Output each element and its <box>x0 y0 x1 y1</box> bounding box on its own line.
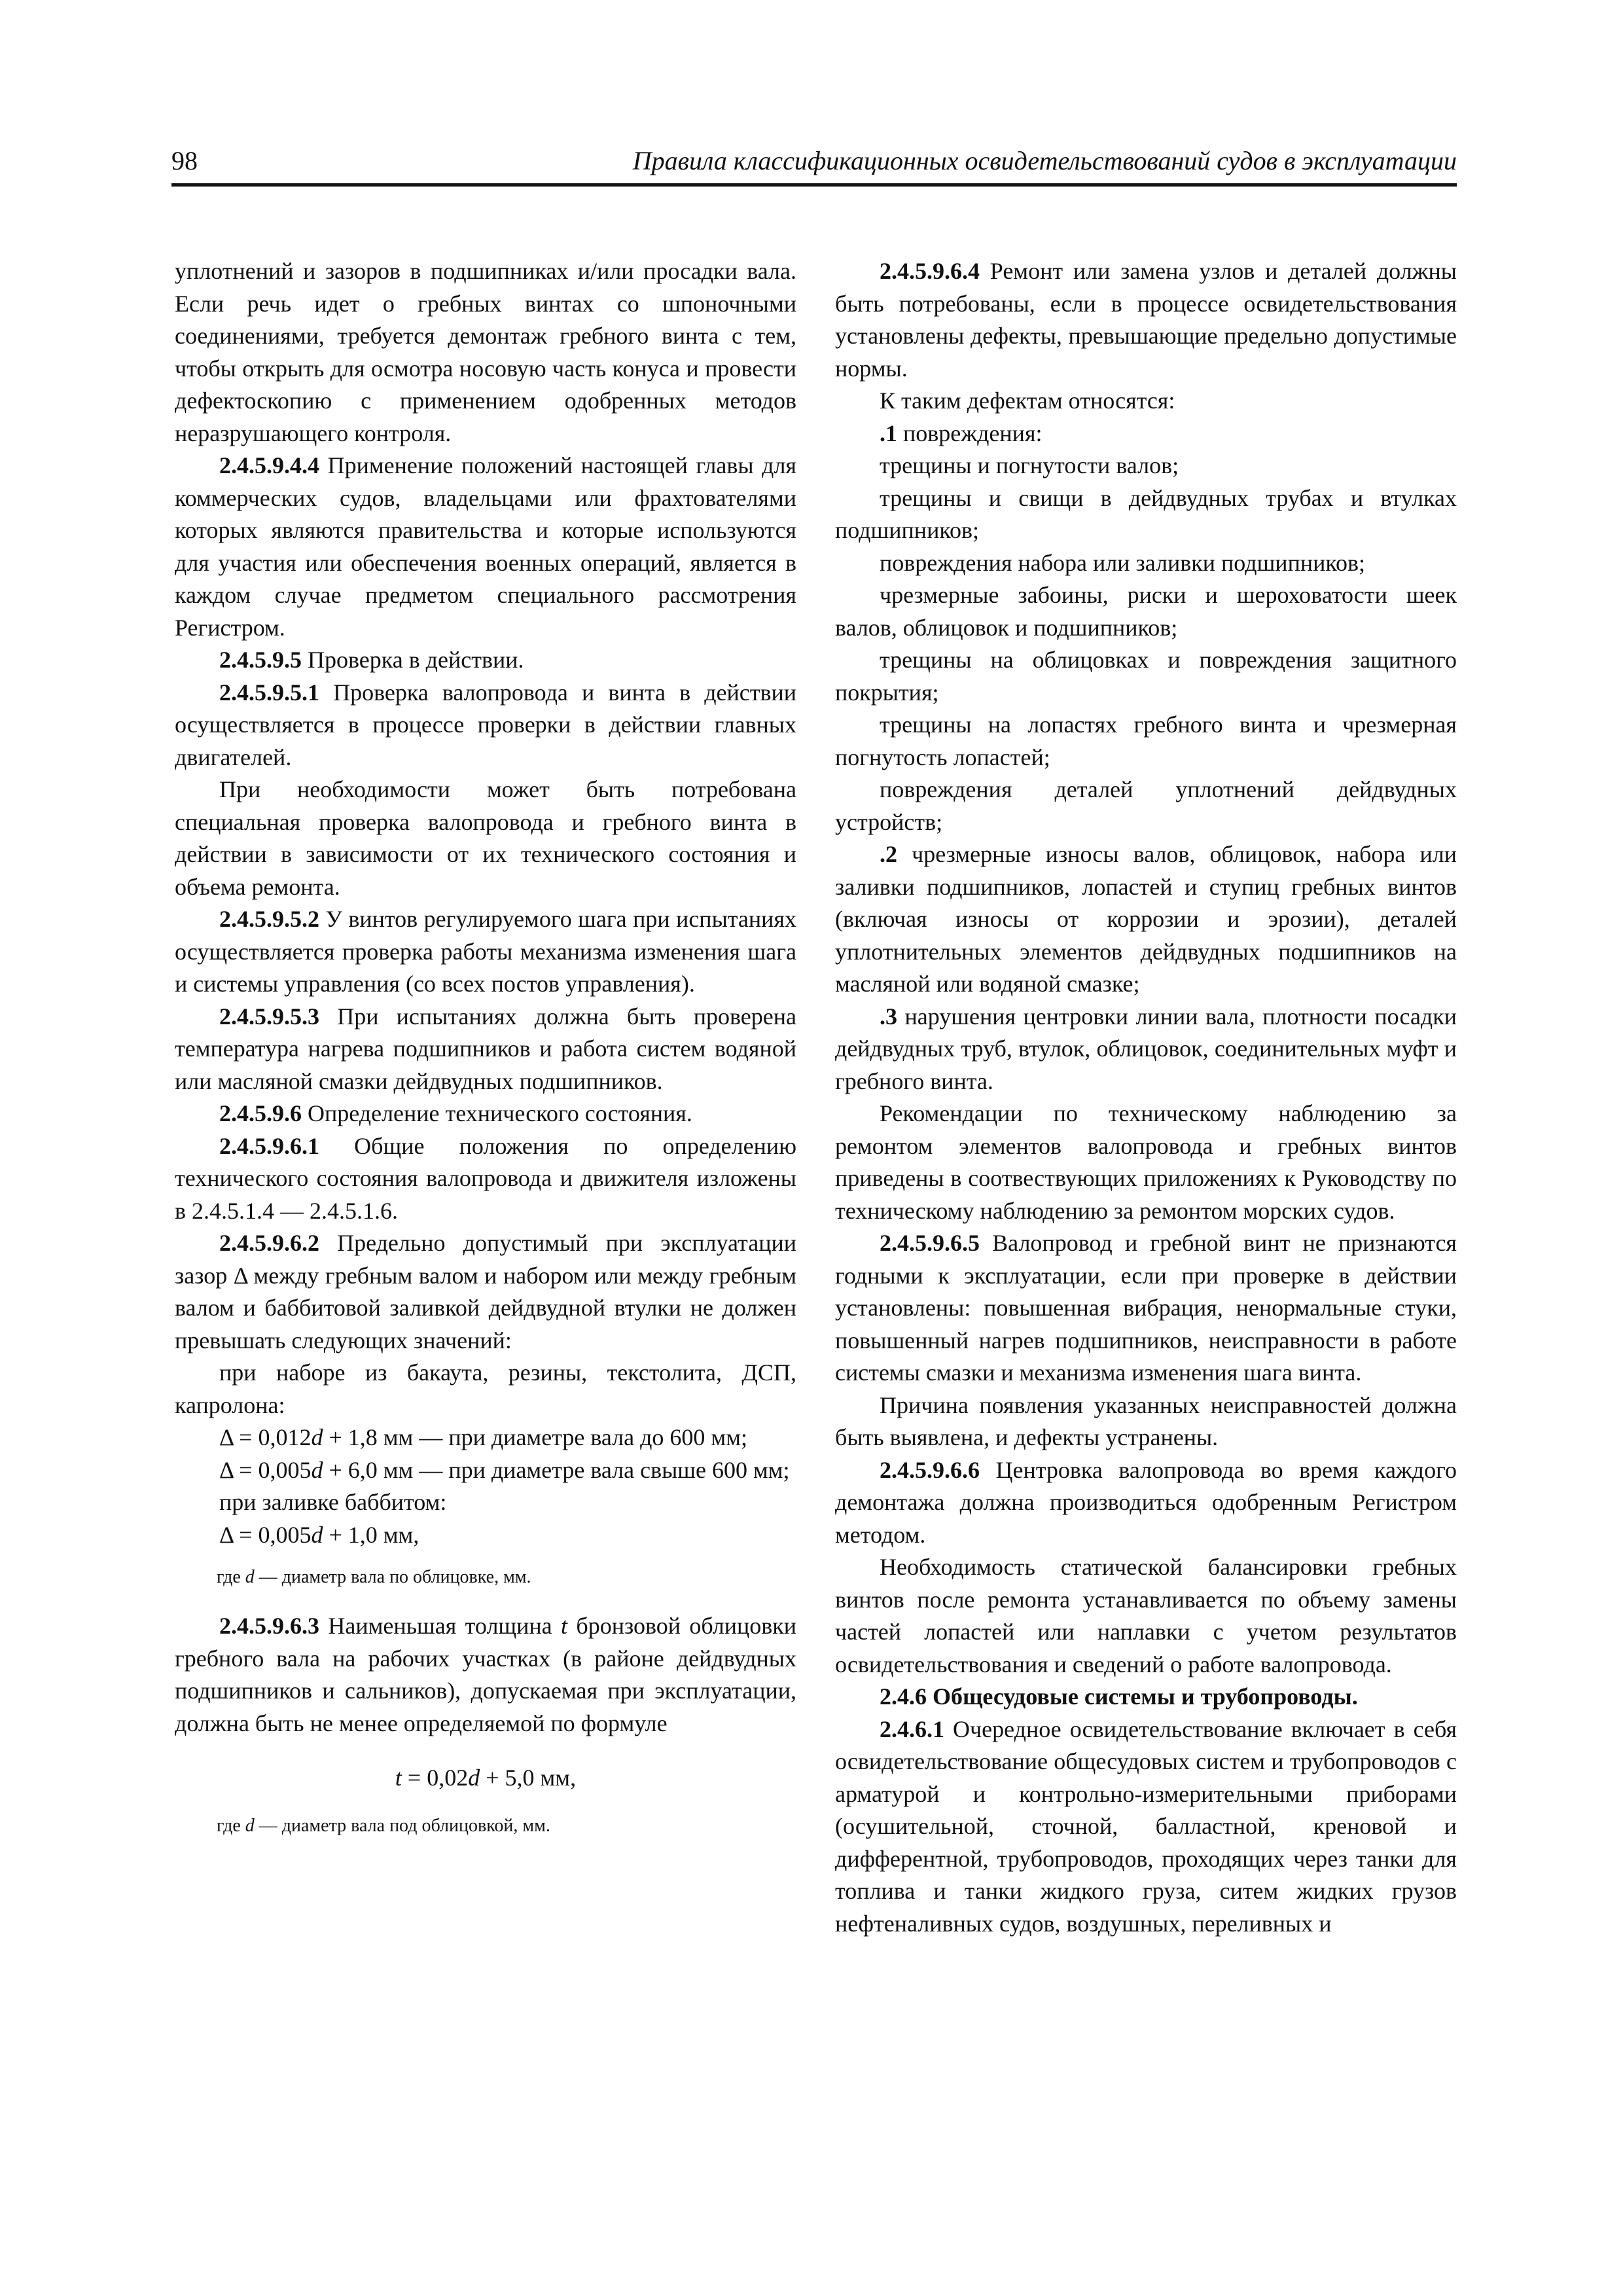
paragraph: Причина появления указанных неисправностей должна быть выявлена, и дефекты устранены. <box>835 1391 1457 1450</box>
formula-line: Δ = 0,012d + 1,8 мм — при диаметре вала до 600 мм; <box>219 1424 747 1450</box>
clause-2-4-5-9-5: 2.4.5.9.5 Проверка в действии. <box>219 647 524 673</box>
list-item: трещины на облицовках и повреждения защитного покрытия; <box>835 647 1457 706</box>
clause-2-4-5-9-6-1: 2.4.5.9.6.1 Общие положения по определению технического состояния валопровода и движителя изложены в 2.4.5.1.4 — 2.4.5.1.6. <box>175 1132 796 1224</box>
formula-line: Δ = 0,005d + 6,0 мм — при диаметре вала свыше 600 мм; <box>219 1456 790 1483</box>
section-heading: 2.4.6 Общесудовые системы и трубопроводы. <box>880 1683 1358 1710</box>
clause-2-4-5-9-5-1: 2.4.5.9.5.1 Проверка валопровода и винта в действии осуществляется в процессе проверки в действии главных двигателей. <box>175 679 796 770</box>
clause-2-4-5-9-6-5: 2.4.5.9.6.5 Валопровод и гребной винт не признаются годными к эксплуатации, если при проверке в действии установлены: повышенная вибрация, ненормальные стуки, повышенный нагрев подшипников, неисправности в работе системы смазки и механизма изменения шага винта. <box>835 1230 1457 1386</box>
paragraph: при заливке баббитом: <box>219 1489 447 1515</box>
list-item: повреждения деталей уплотнений дейдвудных устройств; <box>835 776 1457 835</box>
list-item: повреждения набора или заливки подшипников; <box>880 549 1366 576</box>
paragraph: уплотнений и зазоров в подшипниках и/или просадки вала. Если речь идет о гребных винтах со шпоночными соединениями, требуется демонтаж гребного винта с тем, чтобы открыть для осмотра носовую часть конуса и провести дефектоскопию с применением одобренных методов неразрушающего контроля. <box>175 258 796 446</box>
clause-2-4-5-9-6-4: 2.4.5.9.6.4 Ремонт или замена узлов и деталей должны быть потребованы, если в процессе освидетельствования установлены дефекты, превышающие предельно допустимые нормы. <box>835 258 1457 382</box>
clause-2-4-5-9-6-2: 2.4.5.9.6.2 Предельно допустимый при эксплуатации зазор Δ между гребным валом и набором или между гребным валом и баббитовой заливкой дейдвудной втулки не должен превышать следующих значений: <box>175 1230 796 1354</box>
running-title: Правила классификационных освидетельствований судов в эксплуатации <box>632 146 1457 175</box>
list-item: трещины и погнутости валов; <box>880 452 1179 478</box>
page-header <box>171 143 1457 187</box>
paragraph: К таким дефектам относятся: <box>880 387 1175 414</box>
clause-2-4-5-9-6-3: 2.4.5.9.6.3 Наименьшая толщина t бронзовой облицовки гребного вала на рабочих участках (в районе дейдвудных подшипников и сальников), допускаемая при эксплуатации, должна быть не менее определяемой по формуле <box>175 1613 797 1736</box>
footnote: где d — диаметр вала по облицовке, мм. <box>217 1567 531 1587</box>
clause-2-4-5-9-4-4: 2.4.5.9.4.4 Применение положений настоящей главы для коммерческих судов, владельцами или фрахтователями которых являются правительства и которые используются для участия или обеспечения военных операций, является в каждом случае предметом специального рассмотрения Регистром. <box>175 452 796 641</box>
clause-2-4-5-9-6-6: 2.4.5.9.6.6 Центровка валопровода во время каждого демонтажа должна производиться одобренным Регистром методом. <box>835 1456 1457 1548</box>
clause-2-4-5-9-5-3: 2.4.5.9.5.3 При испытаниях должна быть проверена температура нагрева подшипников и работа систем водяной или масляной смазки дейдвудных подшипников. <box>175 1003 796 1094</box>
list-item: трещины и свищи в дейдвудных трубах и втулках подшипников; <box>835 484 1457 543</box>
clause-2-4-5-9-5-2: 2.4.5.9.5.2 У винтов регулируемого шага при испытаниях осуществляется проверка работы механизма изменения шага и системы управления (со всех постов управления). <box>175 906 796 997</box>
clause-2-4-5-9-6: 2.4.5.9.6 Определение технического состояния. <box>219 1100 692 1126</box>
paragraph: при наборе из бакаута, резины, текстолита, ДСП, капролона: <box>175 1359 796 1418</box>
paragraph: Необходимость статической балансировки гребных винтов после ремонта устанавливается по объему замены частей лопастей или наплавки с учетом результатов освидетельствования и сведений о работе валопровода. <box>835 1554 1457 1677</box>
list-item: трещины на лопастях гребного винта и чрезмерная погнутость лопастей; <box>835 711 1457 770</box>
right-column <box>835 255 1457 1940</box>
list-item-1: .1 повреждения: <box>880 420 1043 446</box>
formula: t = 0,02d + 5,0 мм, <box>395 1765 577 1791</box>
list-item: чрезмерные забоины, риски и шероховатости шеек валов, облицовок и подшипников; <box>835 582 1457 641</box>
clause-2-4-6-1: 2.4.6.1 Очередное освидетельствование включает в себя освидетельствование общесудовых систем и трубопроводов с арматурой и контрольно-измерительными приборами (осушительной, сточной, балластной, креновой и дифферентной, трубопроводов, проходящих через танки для топлива и танки жидкого груза, ситем жидких грузов нефтеналивных судов, воздушных, переливных и <box>835 1715 1457 1937</box>
paragraph: При необходимости может быть потребована специальная проверка валопровода и гребного винта в действии в зависимости от их технического состояния и объема ремонта. <box>175 776 796 900</box>
paragraph: Рекомендации по техническому наблюдению за ремонтом элементов валопровода и гребных винтов приведены в соотвествующих приложениях к Руководству по техническому наблюдению за ремонтом морских судов. <box>835 1100 1457 1224</box>
left-column <box>175 255 796 1859</box>
formula-line: Δ = 0,005d + 1,0 мм, <box>219 1521 419 1548</box>
page-number: 98 <box>171 146 198 175</box>
footnote: где d — диаметр вала под облицовкой, мм. <box>217 1815 550 1836</box>
list-item-2: .2 чрезмерные износы валов, облицовок, набора или заливки подшипников, лопастей и ступиц гребных винтов (включая износы от коррозии и эрозии), деталей уплотнительных элементов дейдвудных подшипников на масляной или водяной смазке; <box>835 841 1457 997</box>
list-item-3: .3 нарушения центровки линии вала, плотности посадки дейдвудных труб, втулок, облицовок, соединительных муфт и гребного винта. <box>835 1003 1457 1094</box>
